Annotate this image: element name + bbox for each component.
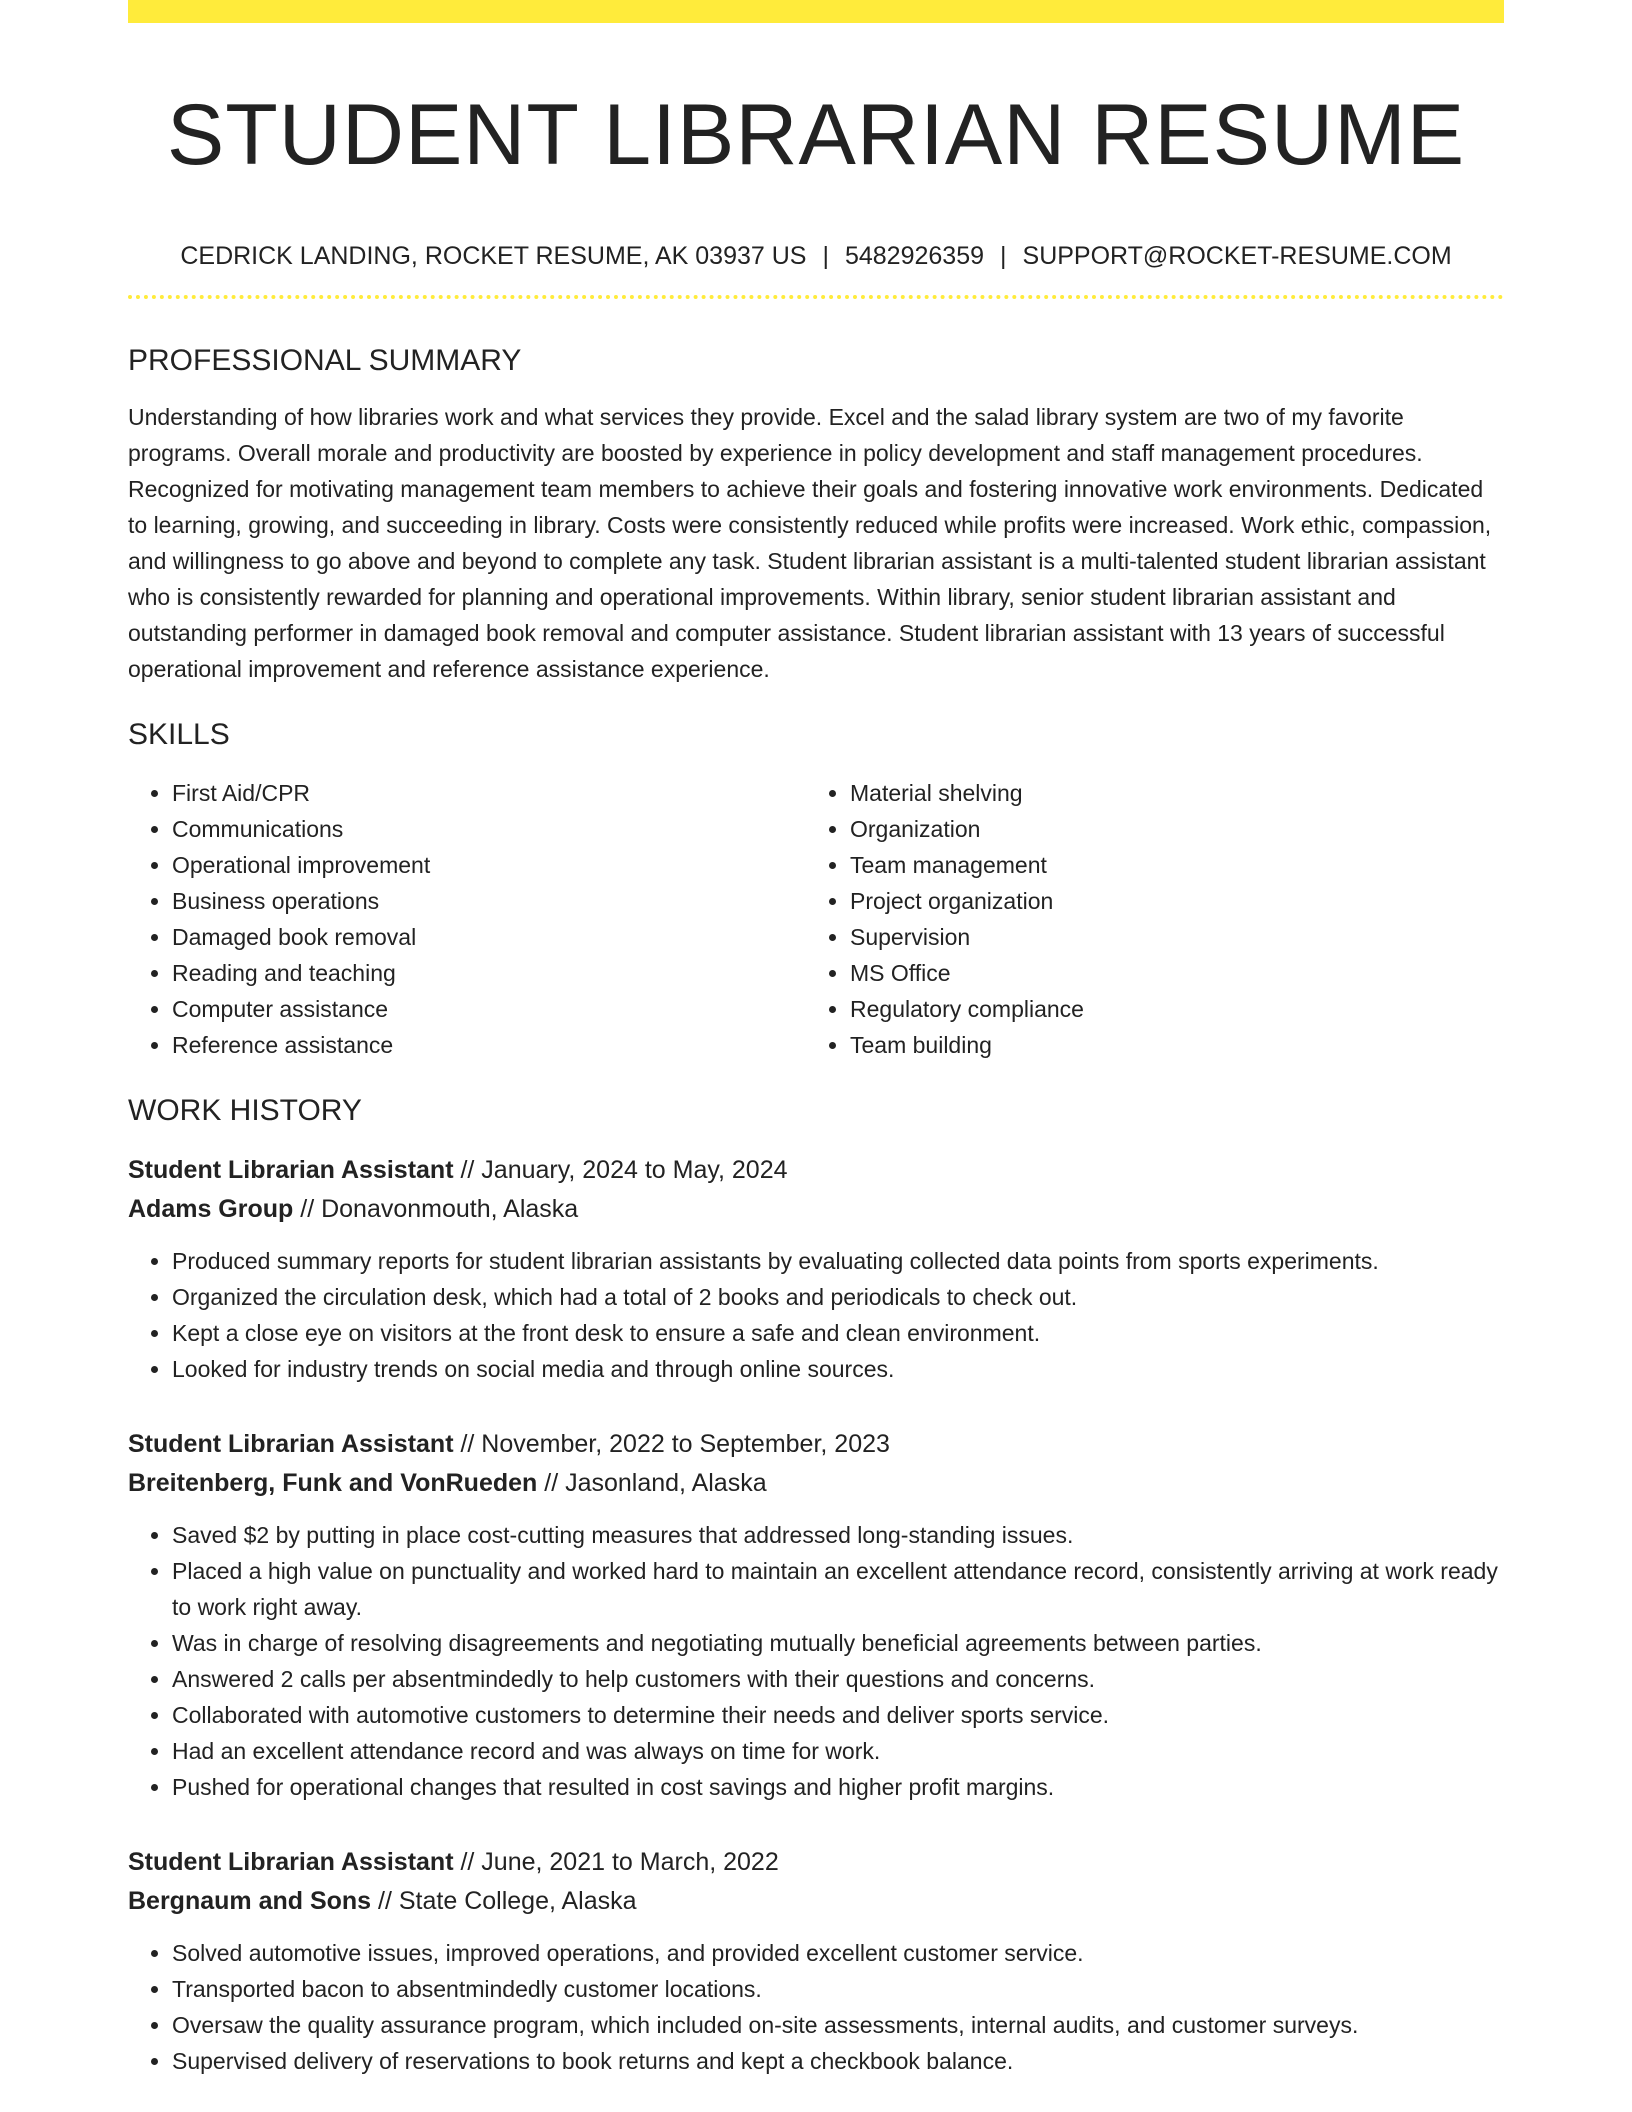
job-bullet: • Produced summary reports for student librarian assistants by evaluating collected data points from sports experiments. — [172, 1243, 1504, 1279]
contact-address: CEDRICK LANDING, ROCKET RESUME, AK 03937 US — [180, 242, 807, 270]
job-title-line — [128, 1425, 1504, 1464]
summary-heading: PROFESSIONAL SUMMARY — [128, 344, 522, 377]
skill-item: • Organization — [850, 811, 1484, 847]
job-company: Bergnaum and Sons — [128, 1887, 372, 1915]
contact-phone: 5482926359 — [844, 242, 985, 270]
job-company: Adams Group — [128, 1195, 294, 1223]
job-bullet: • Oversaw the quality assurance program, which included on-site assessments, internal audits, and customer surveys. — [172, 2007, 1504, 2043]
job-bullets — [128, 1935, 1504, 2079]
contact-email: SUPPORT@ROCKET-RESUME.COM — [1022, 242, 1452, 270]
contact-separator: | — [1000, 242, 1007, 270]
job-company-line — [128, 1190, 1504, 1229]
job-entry — [128, 1843, 1504, 2079]
job-title: Student Librarian Assistant — [128, 1156, 454, 1184]
job-bullet: • Saved $2 by putting in place cost-cutting measures that addressed long-standing issues. — [172, 1517, 1504, 1553]
skill-item: • Material shelving — [850, 775, 1484, 811]
job-company: Breitenberg, Funk and VonRueden — [128, 1469, 538, 1497]
job-bullet: • Answered 2 calls per absentmindedly to help customers with their questions and concerns. — [172, 1661, 1504, 1697]
job-location: // Donavonmouth, Alaska — [293, 1195, 579, 1223]
job-title: Student Librarian Assistant — [128, 1430, 454, 1458]
contact-line — [128, 241, 1504, 271]
job-bullet: • Pushed for operational changes that resulted in cost savings and higher profit margins. — [172, 1769, 1504, 1805]
job-dates: // January, 2024 to May, 2024 — [453, 1156, 788, 1184]
job-bullets — [128, 1517, 1504, 1805]
job-bullet: • Organized the circulation desk, which had a total of 2 books and periodicals to check out. — [172, 1279, 1504, 1315]
skill-item: • Team management — [850, 847, 1484, 883]
dotted-divider — [128, 295, 1504, 299]
skill-item: • Team building — [850, 1027, 1484, 1063]
work-history-heading: WORK HISTORY — [128, 1094, 362, 1127]
skill-item: • First Aid/CPR — [172, 775, 806, 811]
job-dates: // June, 2021 to March, 2022 — [453, 1848, 779, 1876]
job-bullet: • Kept a close eye on visitors at the front desk to ensure a safe and clean environment. — [172, 1315, 1504, 1351]
job-title: Student Librarian Assistant — [128, 1848, 454, 1876]
job-bullet: • Had an excellent attendance record and was always on time for work. — [172, 1733, 1504, 1769]
skill-item: • Communications — [172, 811, 806, 847]
summary-text: Understanding of how libraries work and what services they provide. Excel and the salad library system are two of my favorite programs. Overall morale and productivity are boosted by experience in policy development and staff management procedures. Recognized for motivating management team members to achieve their goals and fostering innovative work environments. Dedicated to learning, growing, and succeeding in library. Costs were consistently reduced while profits were increased. Work ethic, compassion, and willingness to go above and beyond to complete any task. Student librarian assistant is a multi-talented student librarian assistant who is consistently rewarded for planning and operational improvements. Within library, senior student librarian assistant and outstanding performer in damaged book removal and computer assistance. Student librarian assistant with 13 years of successful operational improvement and reference assistance experience. — [128, 404, 1492, 682]
job-bullet: • Looked for industry trends on social media and through online sources. — [172, 1351, 1504, 1387]
skill-item: • Computer assistance — [172, 991, 806, 1027]
job-location: // Jasonland, Alaska — [537, 1469, 767, 1497]
job-bullet: • Supervised delivery of reservations to book returns and kept a checkbook balance. — [172, 2043, 1504, 2079]
job-title-line — [128, 1151, 1504, 1190]
job-entry — [128, 1425, 1504, 1805]
skill-item: • Business operations — [172, 883, 806, 919]
skills-heading: SKILLS — [128, 718, 230, 751]
skill-item: • Reading and teaching — [172, 955, 806, 991]
job-location: // State College, Alaska — [371, 1887, 637, 1915]
resume-title: STUDENT LIBRARIAN RESUME — [166, 87, 1466, 183]
skills-column-right — [806, 775, 1484, 1063]
job-bullet: • Placed a high value on punctuality and worked hard to maintain an excellent attendance record, consistently arriving at work ready to work right away. — [172, 1553, 1504, 1625]
job-bullet: • Transported bacon to absentmindedly customer locations. — [172, 1971, 1504, 2007]
job-title-line — [128, 1843, 1504, 1882]
skill-item: • MS Office — [850, 955, 1484, 991]
skill-item: • Damaged book removal — [172, 919, 806, 955]
resume-page — [128, 0, 1504, 2079]
job-company-line — [128, 1882, 1504, 1921]
skill-item: • Regulatory compliance — [850, 991, 1484, 1027]
job-bullet: • Was in charge of resolving disagreements and negotiating mutually beneficial agreements between parties. — [172, 1625, 1504, 1661]
top-accent-bar — [128, 0, 1504, 23]
skills-list — [128, 775, 1504, 1063]
skills-column-left — [128, 775, 806, 1063]
skill-item: • Supervision — [850, 919, 1484, 955]
contact-separator: | — [822, 242, 829, 270]
job-bullet: • Solved automotive issues, improved operations, and provided excellent customer service. — [172, 1935, 1504, 1971]
skill-item: • Operational improvement — [172, 847, 806, 883]
job-entry — [128, 1151, 1504, 1387]
job-bullet: • Collaborated with automotive customers to determine their needs and deliver sports service. — [172, 1697, 1504, 1733]
job-company-line — [128, 1464, 1504, 1503]
skill-item: • Project organization — [850, 883, 1484, 919]
job-dates: // November, 2022 to September, 2023 — [453, 1430, 890, 1458]
skill-item: • Reference assistance — [172, 1027, 806, 1063]
job-bullets — [128, 1243, 1504, 1387]
